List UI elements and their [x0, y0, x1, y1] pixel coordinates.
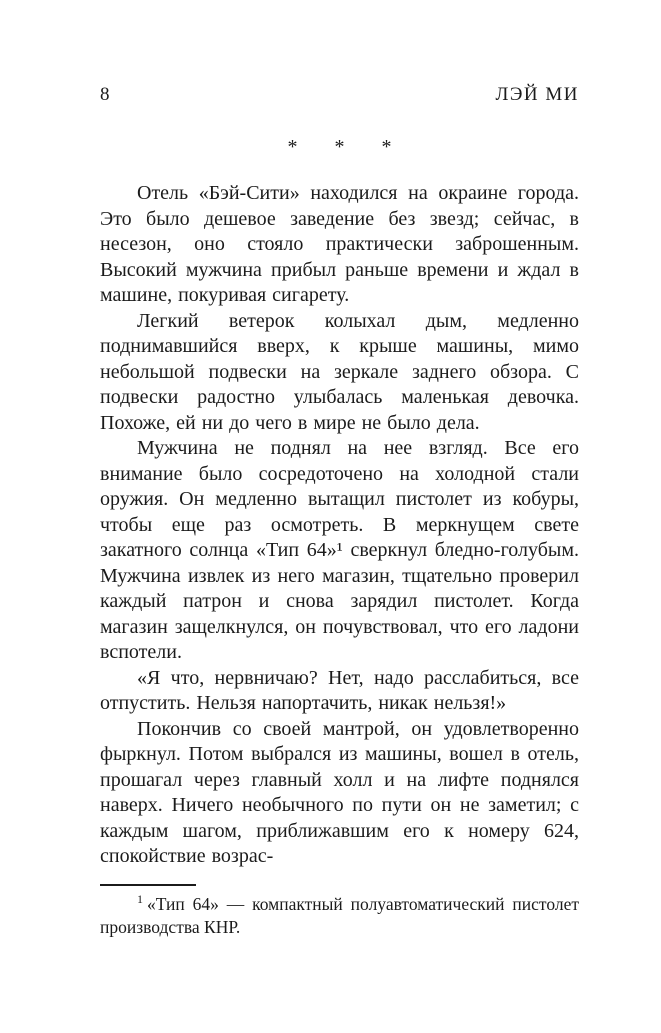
paragraph-1: Отель «Бэй-Сити» находился на окраине города. Это было дешевое заведение без звезд; сейчас, в несезон, оно стояло практически заброшенным. Высокий мужчина прибыл раньше времени и ждал в машине, покуривая сигарету.: [100, 182, 579, 306]
section-separator: * * *: [287, 136, 408, 158]
footnote-marker: 1: [137, 892, 143, 907]
paragraph-4: «Я что, нервничаю? Нет, надо расслабиться, все отпустить. Нельзя напортачить, никак нельзя!»: [100, 666, 579, 714]
footnote-rule: [100, 884, 196, 886]
page-header: [100, 84, 579, 106]
paragraph-2: Легкий ветерок колыхал дым, медленно поднимавшийся вверх, к крыше машины, мимо небольшой подвески на зеркале заднего обзора. С подвески радостно улыбалась маленькая девочка. Похоже, ей ни до чего в мире не было дела.: [100, 309, 579, 434]
footnote-area: [100, 884, 579, 938]
body-text: [100, 181, 579, 870]
paragraph-3: Мужчина не поднял на нее взгляд. Все его внимание было сосредоточено на холодной стали оружия. Он медленно вытащил пистолет из кобуры, чтобы еще раз осмотреть. В меркнущем свете закатного солнца «Тип 64»¹ сверкнул бледно-голубым. Мужчина извлек из него магазин, тщательно проверил каждый патрон и снова зарядил пистолет. Когда магазин защелкнулся, он почувствовал, что его ладони вспотели.: [100, 437, 579, 663]
footnote: [100, 893, 579, 938]
footnote-text: «Тип 64» — компактный полуавтоматический пистолет производства КНР.: [100, 894, 579, 937]
page-number: 8: [100, 84, 110, 105]
paragraph-5: Покончив со своей мантрой, он удовлетворенно фыркнул. Потом выбрался из машины, вошел в отель, прошагал через главный холл и на лифте поднялся наверх. Ничего необычного по пути он не заметил; с каждым шагом, приближавшим его к номеру 624, спокойствие возрас-: [100, 717, 579, 867]
running-title: ЛЭЙ МИ: [495, 84, 579, 105]
